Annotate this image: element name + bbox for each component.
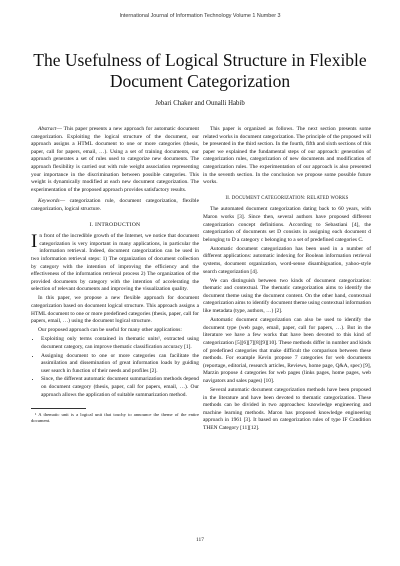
list-item: • Since, the different automatic document summarization methods depend on document category (thesis, paper, call for papers, email, …). Our approach allows the application of suitable summarization method. [41, 376, 199, 399]
related-works-heading: II. DOCUMENT CATEGORIZATION: RELATED WORKS [225, 195, 349, 201]
applications-list [31, 336, 199, 399]
paper-title: The Usefulness of Logical Structure in Flexible Document Categorization [33, 50, 367, 91]
list-item: • Assigning document to one or more categories can facilitate the assimilation and dissemination of great information loads by guiding user search in function of their needs and profiles [2]. [41, 353, 199, 376]
left-column [31, 126, 199, 425]
abstract-text: — This paper presents a new approach for automatic document categorization. Exploiting the logical structure of the document, our approach assigns a HTML document to one or more categories (thesis, paper, call for papers, email, …). Using a set of training documents, our approach generates a set of rules used to categorize new documents. The approach flexibility is carried out with rule weight association representing your importance in the discrimination between possible categories. This weight is dynamically modified at each new document categorization. The experimentation of the proposed approach provides satisfactory results. [31, 126, 199, 193]
running-head: International Journal of Information Technology Volume 1 Number 3 [119, 13, 281, 19]
page-number: 117 [196, 537, 204, 543]
related-paragraph-4: Automatic document categorization can also be used to identify the document type (web page, email, paper, call for papers, …). But in the literature we have a few works that have been devoted to this kind of categorization [5][6][7][8][9][10]. These methods differ in number and kinds of predefined categories that make difficult the comparison between these methods. For example Kevin propose 7 categories for web documents (reportage, editorial, research articles, Reviews, home page, Q&A, spec) [9], Marzin propose 4 categories for web pages (links pages, home pages, web navigators and sales pages) [10]. [203, 317, 371, 384]
authors: Jebari Chaker and Ounalli Habib [155, 100, 245, 107]
related-paragraph-5: Several automatic document categorization methods have been proposed in the literature and have been devoted to thematic categorization. These methods can be divided in two approaches: knowledge engineering and machine learning methods. Maron has proposed knowledge engineering approach in 1961 [3]. It based on categorization rules of type IF Condition THEN Category [11][12]. [203, 387, 371, 431]
keywords-label: Keywords [38, 198, 60, 205]
abstract [31, 126, 199, 194]
keywords [31, 198, 199, 213]
footnote: ¹ A thematic unit is a logical unit that touchy to announce the theme of the entire document. [31, 412, 199, 423]
introduction-heading: I. INTRODUCTION [89, 221, 141, 228]
drop-cap: I [31, 231, 38, 253]
intro-paragraph-2: In this paper, we propose a new flexible approach for document categorization based on document logical structure. This approach assigns a HTML document to one or more predefined categories (thesis, paper, call for papers, email, …) using the document logical structure. [31, 295, 199, 325]
abstract-label: Abstract [38, 126, 57, 132]
related-paragraph-2: Automatic document categorization has been used in a number of different applications: automatic indexing for Boolean information retrieval systems, document organization, word-sense disambiguation, yahoo-style search categorization [4]. [203, 245, 371, 275]
intro-paragraph-3: Our proposed approach can be useful for many other applications: [38, 327, 182, 334]
organization-paragraph: This paper is organized as follows. The next section presents some related works in document categorization. The principle of the proposed will be presented in the third section. In the fourth, fifth and sixth sections of this paper we explained the fundamental steps of our approach: generation of categorization rules, categorization of new documents and modification of categorization rules. The experimentation of our approach is also presented in the seventh section. In the conclusion we propose some possible future works. [203, 126, 371, 186]
related-paragraph-3: We can distinguish between two kinds of document categorization: thematic and contextual. The thematic categorization aims to identify the document theme using the document content. On the other hand, contextual categorization aims to identify document theme using contextual information like metadata (type, authors, …) [2]. [203, 277, 371, 315]
footnote-divider [31, 408, 86, 409]
keywords-text: — categorization rule, document categorization, flexible categorization, logical structure. [31, 198, 199, 212]
intro-paragraph-1 [31, 233, 199, 294]
related-paragraph-1: The automated document categorization dating back to 60 years, with Maron works [3]. Since then, several authors have proposed different categorization concept definitions. According to Sebastiani [4], the categorization of documents set D consists in assigning each document d belonging to D a category c belonging to a set of predefined categories C. [203, 206, 371, 243]
list-item: • Exploiting only terms contained in thematic units¹, extracted using document category, can improve thematic classification accuracy [1]. [41, 336, 199, 351]
intro-paragraph-1-text: n front of the incredible growth of the Internet, we notice that document categorization is very important in many applications, in particular the information retrieval. Indeed, document categorization can be used in two information retrieval steps: 1) The organization of document collection by category with the intention of improving the efficiency and the effectiveness of the information retrieval process 2) The organization of the provided documents by category with the intention of accelerating the selection of relevant documents and improving the visualization quality. [31, 233, 199, 293]
right-column [203, 126, 371, 434]
